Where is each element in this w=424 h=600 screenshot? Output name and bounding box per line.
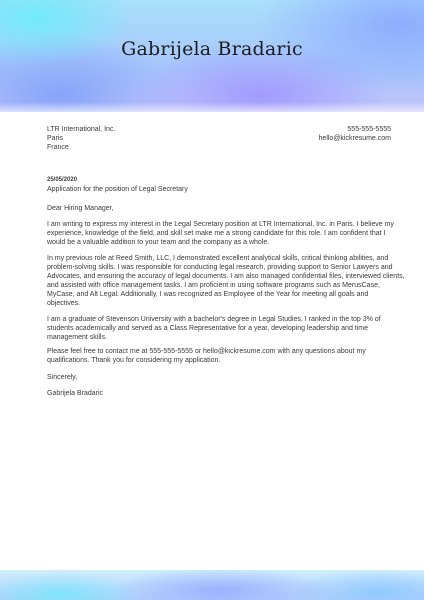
recipient-country: France <box>47 144 69 151</box>
recipient-address <box>47 125 115 152</box>
paragraph-line: management skills. <box>47 334 107 341</box>
closing: Sincerely, <box>47 374 78 381</box>
sender-contact <box>319 125 391 143</box>
paragraph-intro <box>47 220 395 247</box>
recipient-company: LTR International, Inc. <box>47 126 116 133</box>
paragraph-line: problem-solving skills. I was responsible for conducting legal research, providing support to Senior Lawyers and <box>47 264 393 271</box>
paragraph-line: experience, knowledge of the field, and skill set make me a strong candidate for this role. I am confident that I <box>47 230 386 237</box>
footer-banner <box>0 570 424 600</box>
sender-phone: 555-555-5555 <box>347 126 391 133</box>
applicant-name: Gabrijela Bradaric <box>121 38 303 60</box>
signature-name: Gabrijela Bradaric <box>47 390 104 397</box>
paragraph-line: would be a valuable addition to your team and the company as a whole. <box>47 239 270 246</box>
paragraph-education <box>47 315 395 342</box>
paragraph-line: students academically and served as a Class Representative for a year, developing leadership and time <box>47 325 369 332</box>
paragraph-line: qualifications. Thank you for considering my application. <box>47 357 221 364</box>
paragraph-line: I am a graduate of Stevenson University with a bachelor's degree in Legal Studies. I ranked in the top 3% of <box>47 316 381 323</box>
paragraph-line: Advocates, and ensuring the accuracy of legal documents. I am also managed confidential files, interviewed clients, <box>47 273 405 280</box>
paragraph-line: and assisted with office management tasks. I am proficient in using software programs such as MerusCase, <box>47 282 380 289</box>
paragraph-line: In my previous role at Reed Smith, LLC, I demonstrated excellent analytical skills, critical thinking abilities, and <box>47 255 389 262</box>
paragraph-line: I am writing to express my interest in the Legal Secretary position at LTR International, Inc. in Paris. I believe my <box>47 221 394 228</box>
recipient-city: Paris <box>47 135 63 142</box>
letter-date: 25/05/2020 <box>47 177 78 183</box>
sender-email: hello@kickresume.com <box>318 135 391 142</box>
letter-subject: Application for the position of Legal Secretary <box>47 186 188 193</box>
header-banner <box>0 0 424 112</box>
paragraph-experience <box>47 254 405 308</box>
paragraph-contact <box>47 347 395 365</box>
paragraph-line: Please feel free to contact me at 555-555-5555 or hello@kickresume.com with any questions about my <box>47 348 366 355</box>
paragraph-line: MyCase, and Alt Legal. Additionally, I was recognized as Employee of the Year for meeting all goals and <box>47 291 369 298</box>
greeting: Dear Hiring Manager, <box>47 205 114 212</box>
paragraph-line: objectives. <box>47 300 81 307</box>
